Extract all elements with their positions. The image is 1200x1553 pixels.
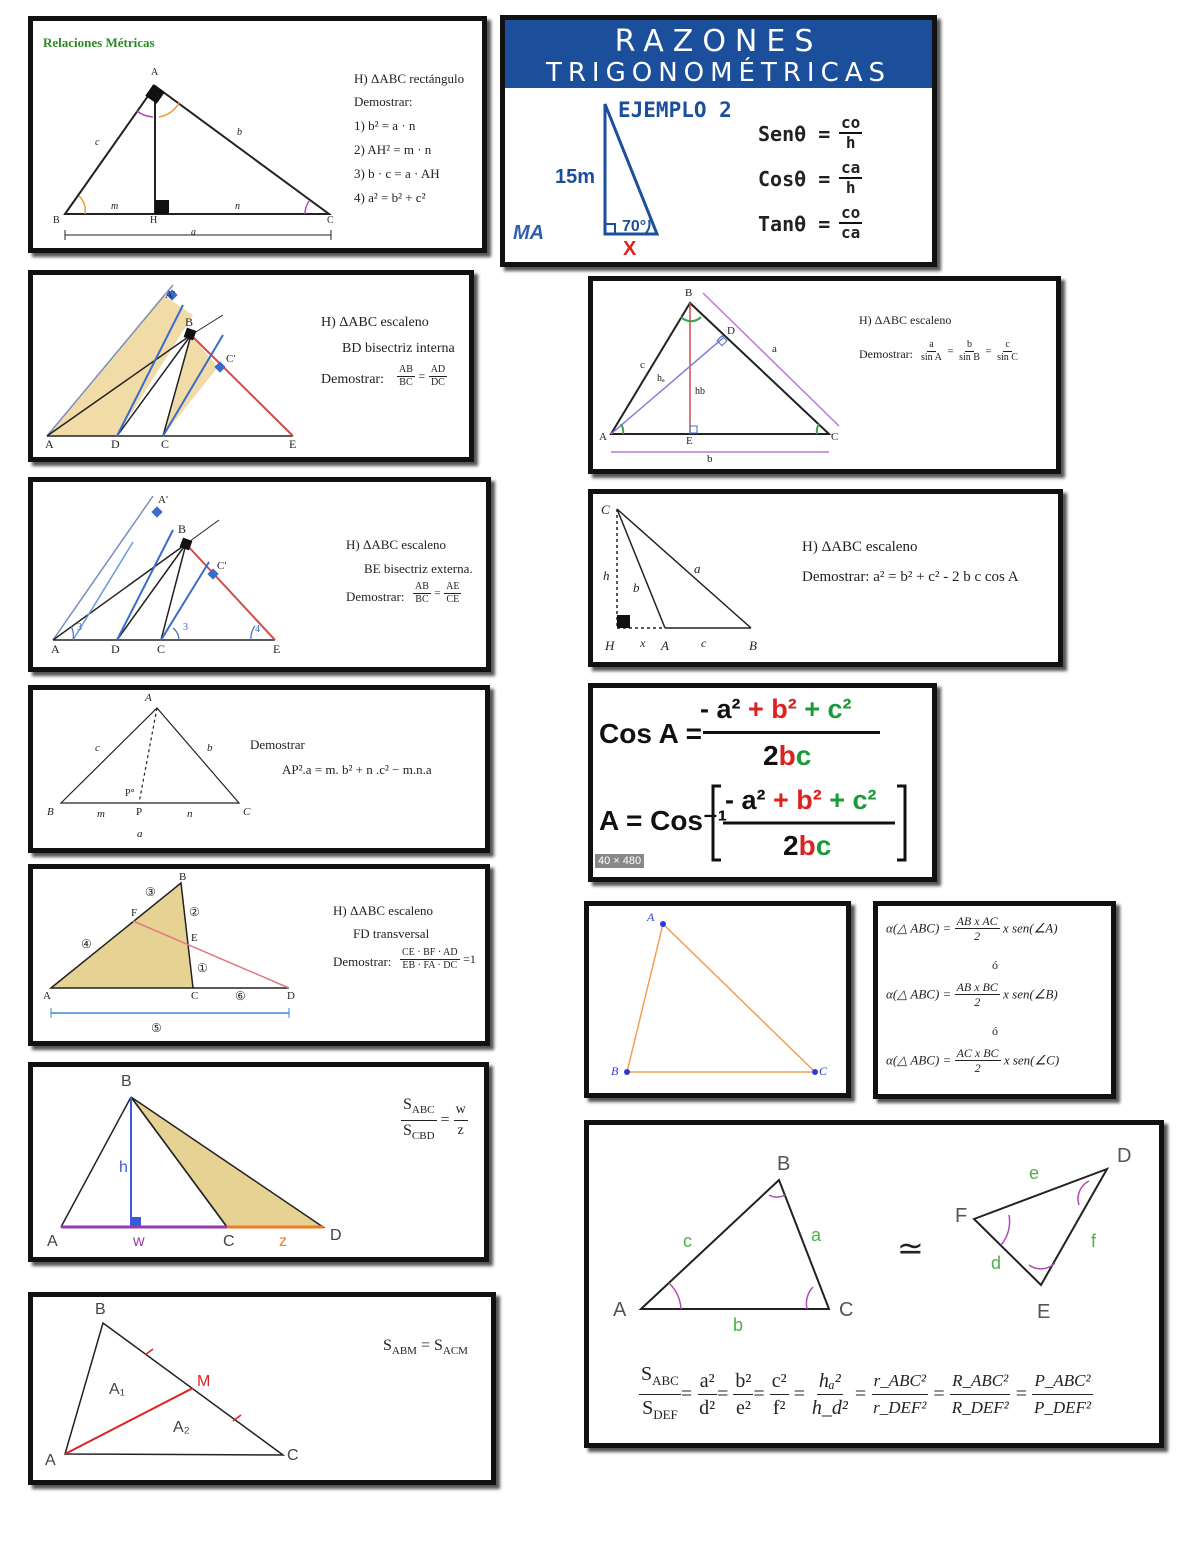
card9-line2: FD transversal xyxy=(353,926,430,941)
f-b2: b² xyxy=(733,1368,753,1395)
circle-5: ⑤ xyxy=(151,1021,162,1035)
label-ha: hₐ xyxy=(657,373,665,384)
label-Cprime: C' xyxy=(226,353,236,365)
label-h: h xyxy=(603,568,610,583)
frac-den-CE: CE xyxy=(446,594,460,605)
den-2: 2 xyxy=(763,740,779,771)
row3-rhs: x sen(∠C) xyxy=(1003,1052,1060,1068)
label-c: c xyxy=(95,742,100,754)
card-menelao xyxy=(28,864,490,1046)
label-B: B xyxy=(95,1301,106,1318)
den-b: b xyxy=(798,830,816,861)
frac-den: EB · FA · DC xyxy=(402,960,458,971)
frac-den-DC: DC xyxy=(430,377,445,388)
label-a: a xyxy=(191,227,196,238)
label-F: F xyxy=(955,1205,968,1227)
tan-num: co xyxy=(841,203,861,222)
f-Pabc: P_ABC² xyxy=(1032,1368,1092,1395)
angle-label: 70° xyxy=(622,218,647,235)
tan-den: ca xyxy=(841,223,861,242)
cos-frac xyxy=(839,159,862,197)
card-similar-triangles xyxy=(584,1120,1164,1448)
card1-item-4: 4) a² = b² + c² xyxy=(354,190,426,205)
term-b2: + b² xyxy=(765,785,822,815)
cos-lhs: Cosθ = xyxy=(758,167,831,191)
card-bisectriz-externa xyxy=(28,477,491,672)
label-f: f xyxy=(1091,1231,1097,1251)
label-B: B xyxy=(178,522,187,536)
s2: S xyxy=(434,1337,443,1354)
circle-1: ① xyxy=(197,961,208,975)
s1: S xyxy=(383,1337,392,1354)
label-C: C xyxy=(831,431,839,443)
or-1: ó xyxy=(992,958,998,972)
circle-4: ④ xyxy=(81,937,92,951)
label-h: h xyxy=(119,1159,128,1176)
banner-line2: TRIGONOMÉTRICAS xyxy=(545,58,892,88)
sen-num: co xyxy=(841,113,861,132)
label-A: A xyxy=(51,642,60,656)
card-stewart xyxy=(28,685,490,853)
label-A: A xyxy=(647,910,655,924)
frac-sinC: sin C xyxy=(997,352,1018,363)
angle-4: 4 xyxy=(255,624,260,635)
card7-formula: AP².a = m. b² + n .c² − m.n.a xyxy=(282,762,432,777)
row1-lhs: α(△ ABC) = xyxy=(886,920,952,936)
label-C: C xyxy=(243,806,251,818)
row3-num: AC x BC xyxy=(956,1046,999,1060)
or-2: ó xyxy=(992,1024,998,1038)
label-E: E xyxy=(273,642,281,656)
f-rdef: r_DEF² xyxy=(873,1398,927,1417)
row2-lhs: α(△ ABC) = xyxy=(886,986,952,1002)
row3-lhs: α(△ ABC) = xyxy=(886,1052,952,1068)
label-A: A xyxy=(145,692,152,704)
frac-b: b xyxy=(966,339,972,350)
card4-fracs: $\frac{a}{\text{sin A}}$ = $\frac{b}{\text{sin B}}$ = $\frac{c}{\text{sin C}}$ xyxy=(921,339,1018,363)
card3-dem: Demostrar: xyxy=(321,372,384,387)
label-C: C xyxy=(223,1233,235,1250)
card3-frac xyxy=(397,364,447,389)
frac-num-AB: AB xyxy=(415,581,429,592)
label-E: E xyxy=(289,437,297,451)
frac-num-AB: AB xyxy=(399,364,413,375)
term-c2: + c² xyxy=(821,785,877,815)
sen-frac xyxy=(839,114,862,152)
card-cos-a xyxy=(588,683,937,882)
label-n: n xyxy=(187,808,193,820)
card14-formula xyxy=(383,1337,468,1357)
angle-3b: 3 xyxy=(183,622,188,633)
label-b: b xyxy=(733,1315,744,1335)
label-z: z xyxy=(279,1233,287,1250)
term-a2: - a² xyxy=(700,694,741,724)
cos-lhs: Cos A = xyxy=(599,718,702,749)
label-D: D xyxy=(287,990,295,1002)
arccos-den-text xyxy=(783,830,831,861)
label-e: e xyxy=(1029,1163,1040,1183)
label-a: a xyxy=(811,1225,822,1245)
card1-item-2: 2) AH² = m · n xyxy=(354,142,432,157)
label-D: D xyxy=(330,1227,342,1244)
frac-c: c xyxy=(1005,339,1010,350)
angle-3a: 3 xyxy=(77,622,82,633)
label-A: A xyxy=(43,990,51,1002)
label-F: F xyxy=(131,907,138,919)
label-M: M xyxy=(197,1373,211,1390)
area-row-2 xyxy=(886,980,1058,1009)
tan-frac xyxy=(839,204,862,242)
row1-den: 2 xyxy=(974,929,981,943)
f-e2: e² xyxy=(735,1397,751,1419)
frac-num: CE · BF · AD xyxy=(402,947,458,958)
card-area-ratio xyxy=(28,1062,489,1262)
f-Pdef: P_DEF² xyxy=(1034,1398,1092,1417)
label-A: A xyxy=(613,1299,627,1321)
fs-num xyxy=(639,1361,681,1395)
f-ha2: hₐ² xyxy=(817,1368,843,1395)
fs-num-s: S xyxy=(641,1363,653,1385)
den-b: b xyxy=(778,740,796,771)
card-ley-cosenos xyxy=(588,489,1063,667)
label-A1: A₁ xyxy=(109,1381,126,1398)
trig-triangle-diagram xyxy=(505,20,932,262)
f-rabc: r_ABC² xyxy=(872,1368,928,1395)
card-ley-senos xyxy=(588,276,1061,474)
label-C: C xyxy=(839,1299,854,1321)
den-c: c xyxy=(815,830,832,861)
card3-hyp: H) ΔABC escaleno xyxy=(321,315,429,330)
label-H: H xyxy=(150,215,158,226)
card1-title: Relaciones Métricas xyxy=(43,35,155,50)
frac-rhs: =1 xyxy=(463,952,476,966)
card9-hyp: H) ΔABC escaleno xyxy=(333,903,434,918)
label-b: b xyxy=(633,580,640,595)
label-B: B xyxy=(749,638,757,653)
label-C: C xyxy=(601,502,610,517)
label-A: A xyxy=(45,437,54,451)
row2-rhs: x sen(∠B) xyxy=(1003,986,1058,1002)
fs-den-sub: DEF xyxy=(653,1407,678,1422)
den-s: S xyxy=(403,1122,412,1140)
label-A: A xyxy=(47,1233,58,1250)
cos-num: ca xyxy=(841,158,861,177)
label-b: b xyxy=(707,453,713,465)
area-row-3 xyxy=(886,1046,1059,1075)
label-D: D xyxy=(727,325,735,337)
card7-dem: Demostrar xyxy=(250,737,305,752)
eq: = xyxy=(420,1337,430,1354)
card-razones-trigonometricas xyxy=(500,15,937,267)
label-A2: A₂ xyxy=(173,1419,190,1436)
f-Rdef: R_DEF² xyxy=(951,1398,1009,1417)
label-C: C xyxy=(157,642,166,656)
fs-num-sub: ABC xyxy=(652,1373,679,1388)
card-orange-triangle xyxy=(584,901,851,1098)
label-hb: hb xyxy=(695,386,705,397)
f-hd2: h_d² xyxy=(811,1397,848,1419)
label-D: D xyxy=(111,437,120,451)
label-a: a xyxy=(772,343,777,355)
card-area-formulas xyxy=(873,901,1116,1099)
label-w: w xyxy=(133,1233,145,1250)
den-2: 2 xyxy=(783,830,799,861)
label-a: a xyxy=(137,828,143,840)
ratio-den xyxy=(401,1121,437,1146)
term-c2: + c² xyxy=(796,694,852,724)
frac-sinB: sin B xyxy=(959,352,980,363)
orange-triangle-diagram xyxy=(589,906,846,1093)
f-d2: d² xyxy=(699,1397,716,1419)
ratio-num xyxy=(401,1095,437,1121)
den-sub: CBD xyxy=(411,1130,435,1143)
label-A: A xyxy=(45,1452,56,1469)
label-E: E xyxy=(1037,1301,1051,1323)
frac-sinA: sin A xyxy=(921,352,942,363)
label-b: b xyxy=(237,127,242,138)
right-triangle-diagram xyxy=(33,21,482,248)
label-d: d xyxy=(991,1253,1002,1273)
card5-dem: Demostrar: xyxy=(346,589,405,604)
card-relaciones-metricas xyxy=(28,16,487,253)
label-A: A xyxy=(151,67,159,78)
label-C: C xyxy=(327,215,334,226)
height-label: 15m xyxy=(555,166,596,188)
f-f2: f² xyxy=(772,1397,786,1419)
card13-formula: $\frac{S_{ABC}}{S_{DEF}}$ = $\frac{\text{a²}}{\text{d²}}$ = $\frac{\text{b²}}{\text{e²}}$ = $\frac{\text{c²}}{\text{f²}}$ = $\frac{\text{hₐ²}}{\text{h\_d²}}$ = $\frac{\text{r\_ABC²}}{\text{r\_DEF²}}$ = $\frac{\text{R\_ABC²}}{\text{R\_DEF²}}$ = $\frac{\text{P\_ABC²}}{\text{P\_DEF²}}$ xyxy=(639,1361,1093,1428)
label-E: E xyxy=(686,435,693,447)
label-Po: P° xyxy=(125,788,135,799)
ratio-w: w xyxy=(454,1100,468,1121)
label-Aprime: A' xyxy=(165,289,175,301)
label-B: B xyxy=(185,315,194,329)
circle-2: ② xyxy=(189,905,200,919)
den-c: c xyxy=(795,740,812,771)
card9-dem: Demostrar: xyxy=(333,954,392,969)
area-row-1 xyxy=(886,914,1058,943)
row1-num: AB x AC xyxy=(956,914,998,928)
ratio-z: z xyxy=(457,1123,464,1139)
card6-hyp: H) ΔABC escaleno xyxy=(802,539,918,555)
card1-item-1: 1) b² = a · n xyxy=(354,118,416,133)
card6-dem: Demostrar: a² = b² + c² - 2 b c cos A xyxy=(802,569,1019,585)
frac-a: a xyxy=(929,339,934,350)
row2-num: AB x BC xyxy=(956,980,998,994)
frac-den-BC: BC xyxy=(399,377,413,388)
card9-frac xyxy=(400,947,476,972)
label-B: B xyxy=(777,1153,791,1175)
sen-den: h xyxy=(845,133,856,152)
label-A: A xyxy=(599,431,607,443)
label-D: D xyxy=(1117,1145,1132,1167)
f-c2: c² xyxy=(770,1368,789,1395)
card5-frac: $\frac{AB}{BC}$ = $\frac{AE}{CE}$ xyxy=(415,581,460,605)
label-c: c xyxy=(640,359,645,371)
cos-den: h xyxy=(845,178,856,197)
s1-sub: ABM xyxy=(391,1345,417,1358)
arccos-lhs: A = Cos⁻¹ xyxy=(599,805,728,836)
label-m: m xyxy=(111,201,119,212)
banner-line1: RAZONES xyxy=(614,24,823,59)
arccos-num-text xyxy=(725,785,877,815)
label-E: E xyxy=(191,932,198,944)
label-P: P xyxy=(136,806,143,818)
label-n: n xyxy=(235,201,240,212)
sen-lhs: Senθ = xyxy=(758,122,831,146)
s2-sub: ACM xyxy=(442,1345,468,1358)
label-B: B xyxy=(685,287,693,299)
card12-formula: $\frac{S_{ABC}}{S_{CBD}}$ = $\frac{w}{z}$ xyxy=(401,1095,468,1146)
arccos-denominator xyxy=(783,830,831,862)
tan-lhs: Tanθ = xyxy=(758,212,831,236)
term-a2: - a² xyxy=(725,785,766,815)
card4-dem: Demostrar: xyxy=(859,347,913,361)
label-H: H xyxy=(605,638,615,653)
row3-den: 2 xyxy=(974,1061,981,1075)
label-B: B xyxy=(179,871,187,883)
card3-line2: BD bisectriz interna xyxy=(342,341,455,356)
label-c: c xyxy=(95,137,100,148)
label-c: c xyxy=(683,1231,692,1251)
label-a: a xyxy=(694,561,701,576)
label-x: x xyxy=(640,636,646,650)
x-label: X xyxy=(623,238,637,260)
card1-hyp: H) ΔABC rectángulo xyxy=(354,71,465,86)
card1-dem: Demostrar: xyxy=(354,94,413,109)
card5-line2: BE bisectriz externa. xyxy=(364,561,473,576)
label-m: m xyxy=(97,808,105,820)
median-diagram xyxy=(33,1297,491,1480)
congruent-symbol: ≃ xyxy=(897,1230,924,1266)
card1-item-3: 3) b · c = a · AH xyxy=(354,166,440,181)
label-B: B xyxy=(47,806,54,818)
frac-num-AD: AD xyxy=(430,364,446,375)
label-c: c xyxy=(701,636,707,650)
circle-3a: ③ xyxy=(145,885,156,899)
frac-num-AE: AE xyxy=(446,581,460,592)
row1-rhs: x sen(∠A) xyxy=(1002,920,1058,936)
image-dims-badge: 40 × 480 xyxy=(595,854,644,868)
arccos-numerator xyxy=(725,785,877,816)
frac-eq: = xyxy=(418,369,426,383)
circle-6: ⑥ xyxy=(235,989,246,1003)
card-median-areas xyxy=(28,1292,496,1485)
label-D: D xyxy=(111,642,120,656)
logo: MA xyxy=(513,222,545,244)
f-Rabc: R_ABC² xyxy=(950,1368,1010,1395)
label-b: b xyxy=(207,742,213,754)
fs-den-s: S xyxy=(642,1397,654,1419)
label-C: C xyxy=(287,1447,299,1464)
label-A: A xyxy=(661,638,669,653)
term-b2: + b² xyxy=(740,694,797,724)
fs-den xyxy=(640,1395,680,1428)
card5-hyp: H) ΔABC escaleno xyxy=(346,537,447,552)
label-Aprime: A' xyxy=(158,494,168,506)
label-B: B xyxy=(53,215,60,226)
label-C: C xyxy=(191,990,199,1002)
label-B: B xyxy=(121,1073,132,1090)
row2-den: 2 xyxy=(974,995,981,1009)
card4-hyp: H) ΔABC escaleno xyxy=(859,313,952,327)
label-C: C xyxy=(819,1064,828,1078)
frac-den-BC: BC xyxy=(415,594,429,605)
num-s: S xyxy=(403,1096,412,1113)
ejemplo-heading: EJEMPLO 2 xyxy=(618,98,732,122)
num-sub: ABC xyxy=(411,1104,435,1117)
label-Cprime: C' xyxy=(217,560,227,572)
label-B: B xyxy=(611,1064,619,1078)
f-a2: a² xyxy=(698,1368,717,1395)
label-C: C xyxy=(161,437,170,451)
bracket-svg xyxy=(593,688,932,877)
card-bisectriz-interna xyxy=(28,270,474,462)
